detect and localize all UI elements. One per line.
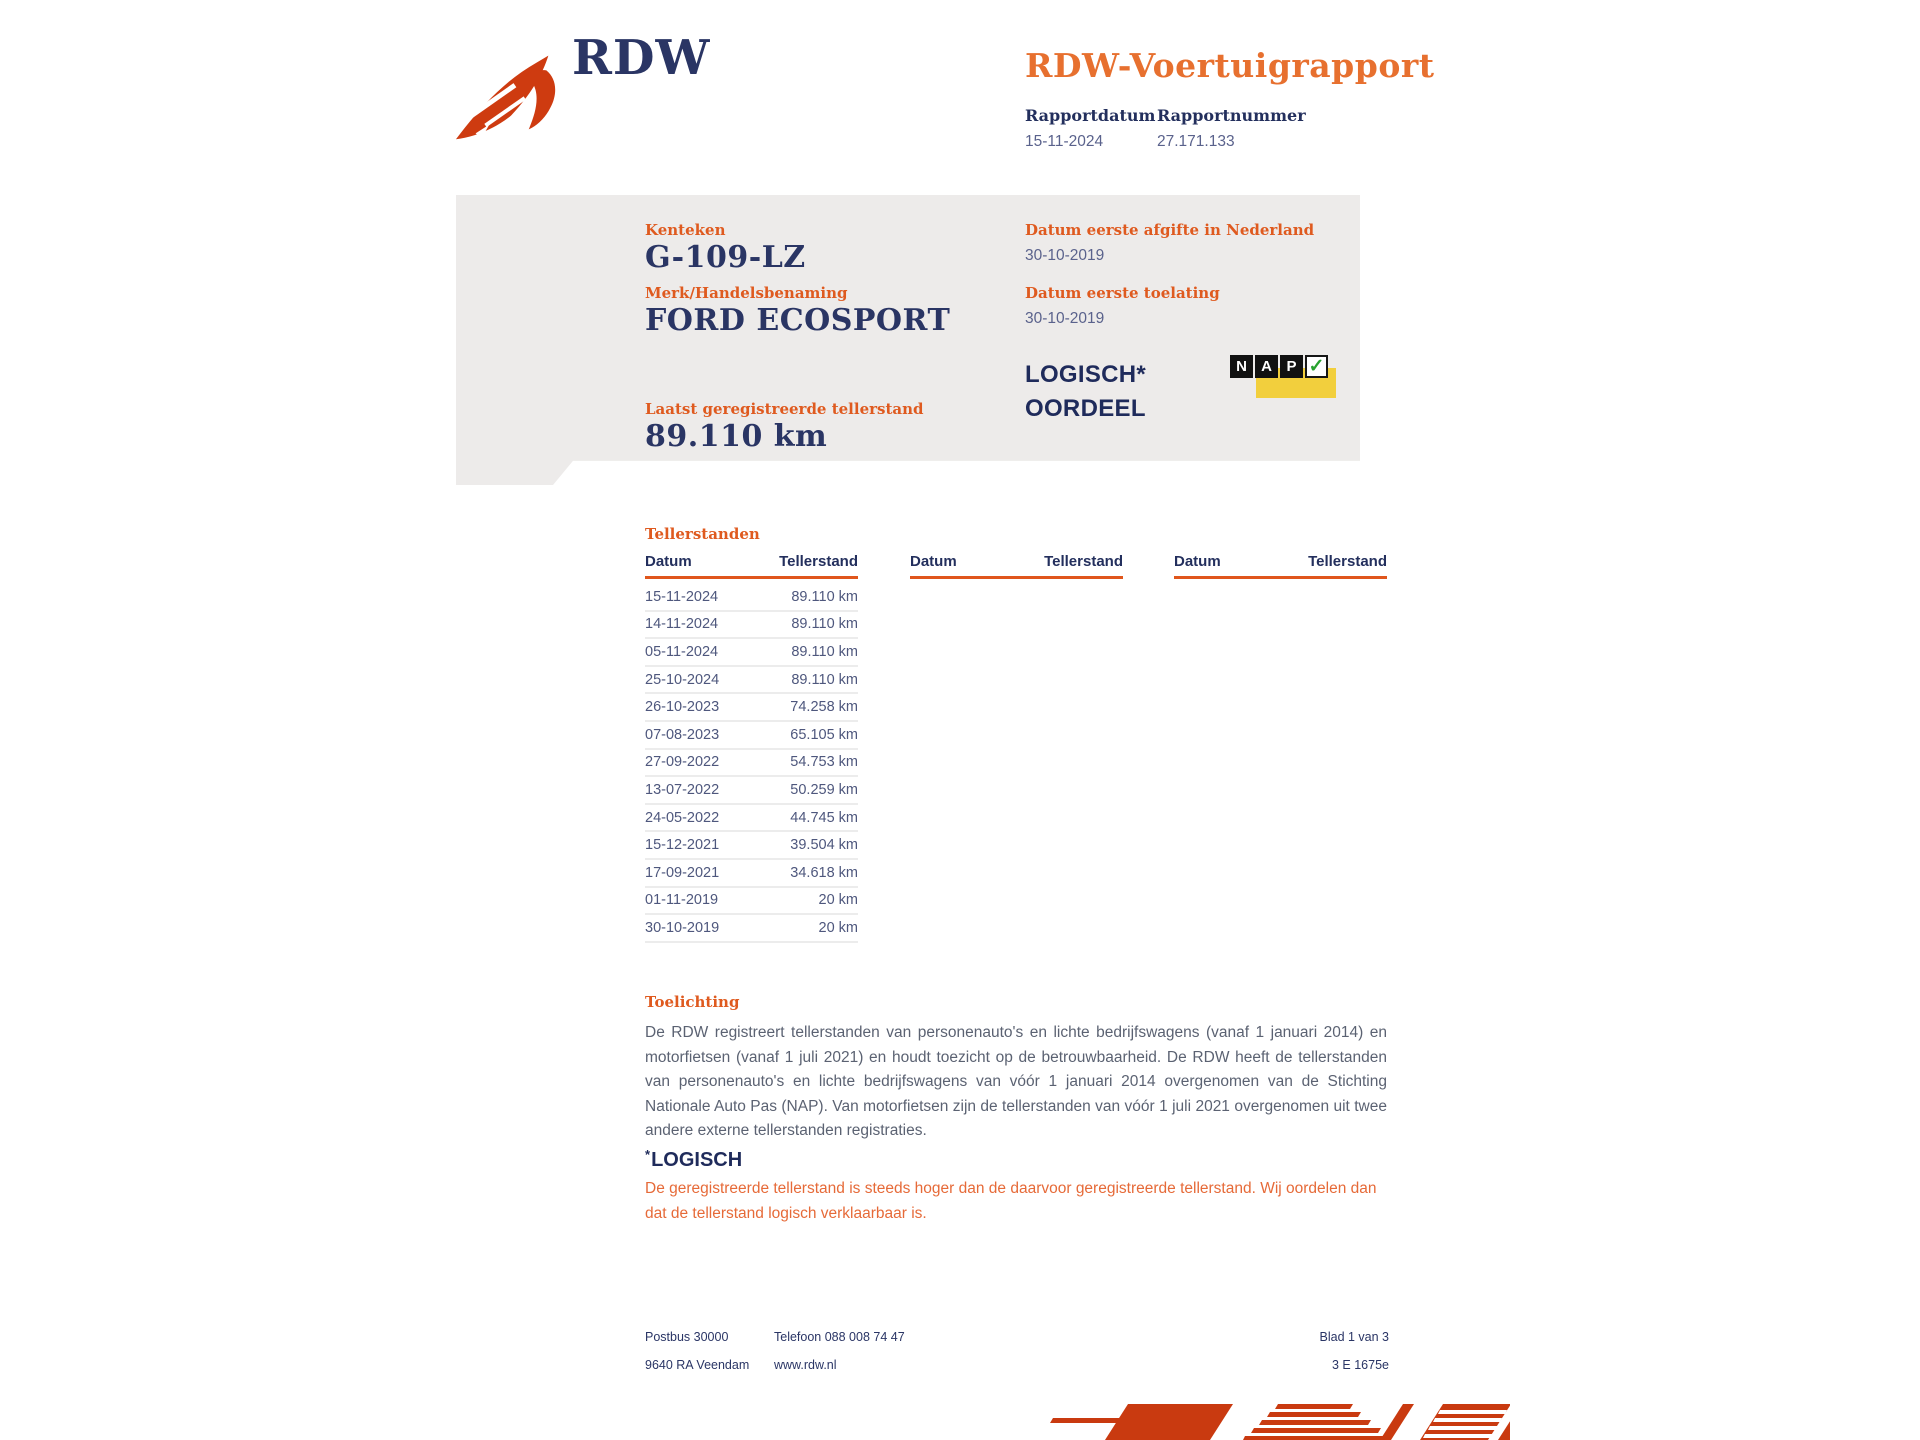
row-odometer: 54.753 km (790, 754, 858, 771)
merk-value: FORD ECOSPORT (645, 303, 951, 338)
col-header-datum: Datum (645, 553, 692, 570)
row-date: 25-10-2024 (645, 671, 720, 688)
oordeel-line2: OORDEEL (1025, 395, 1146, 422)
report-number-value: 27.171.133 (1157, 133, 1235, 150)
table-row (645, 722, 858, 750)
toelating-label: Datum eerste toelating (1025, 284, 1220, 302)
row-odometer: 65.105 km (790, 726, 858, 743)
logisch-title-text: LOGISCH (651, 1149, 743, 1171)
row-date: 27-09-2022 (645, 754, 720, 771)
table-row (645, 860, 858, 888)
toelichting-body: De RDW registreert tellerstanden van personenauto's en lichte bedrijfswagens (vanaf 1 januari 2014) en motorfietsen (vanaf 1 juli 2021) en houdt toezicht op de betrouwbaarheid. De RDW heeft de tellerstanden van personenauto's en lichte bedrijfswagens van vóór 1 januari 2014 overgenomen van de Stichting Nationale Auto Pas (NAP). Van motorfietsen zijn de tellerstanden van vóór 1 juli 2021 overgenomen uit twee andere externe tellerstanden registraties. (645, 1024, 1387, 1140)
table-row (645, 805, 858, 833)
row-odometer: 20 km (818, 892, 858, 909)
row-odometer: 89.110 km (791, 588, 858, 605)
nap-logo (1230, 353, 1340, 403)
table-row (645, 667, 858, 695)
footer-address-line2: 9640 RA Veendam (645, 1358, 750, 1372)
table-row (645, 888, 858, 916)
footer-address-line1: Postbus 30000 (645, 1330, 729, 1344)
table-header-group-1 (645, 553, 858, 579)
row-odometer: 89.110 km (791, 643, 858, 660)
afgifte-value: 30-10-2019 (1025, 247, 1105, 264)
oordeel-line1: LOGISCH* (1025, 361, 1147, 388)
row-odometer: 89.110 km (791, 616, 858, 633)
row-date: 30-10-2019 (645, 919, 720, 936)
row-odometer: 34.618 km (790, 864, 858, 881)
table-row (645, 777, 858, 805)
logisch-asterisk: * (645, 1147, 651, 1162)
nap-letter-a: A (1255, 355, 1278, 378)
page-title: RDW-Voertuigrapport (1025, 46, 1435, 85)
table-row (645, 915, 858, 943)
footer-phone: Telefoon 088 008 74 47 (774, 1330, 905, 1344)
rdw-wing-logo (452, 48, 570, 144)
row-odometer: 44.745 km (790, 809, 858, 826)
footer-page-indicator: Blad 1 van 3 (1319, 1330, 1389, 1344)
nap-check-icon: ✓ (1305, 355, 1328, 378)
kenteken-value: G-109-LZ (645, 240, 806, 275)
row-date: 15-11-2024 (645, 588, 719, 605)
meter-readings-table (645, 584, 858, 943)
report-number-label: Rapportnummer (1157, 106, 1306, 125)
col-header-datum: Datum (1174, 553, 1221, 570)
col-header-tellerstand: Tellerstand (1308, 553, 1387, 570)
row-odometer: 20 km (818, 919, 858, 936)
report-date-label: Rapportdatum (1025, 106, 1156, 125)
tellerstand-value: 89.110 km (645, 419, 828, 454)
col-header-tellerstand: Tellerstand (779, 553, 858, 570)
nap-letter-p: P (1280, 355, 1303, 378)
oordeel-verdict (1025, 358, 1146, 426)
report-date-value: 15-11-2024 (1025, 133, 1104, 150)
toelichting-title: Toelichting (645, 993, 740, 1011)
row-date: 26-10-2023 (645, 699, 720, 716)
footer-website: www.rdw.nl (774, 1358, 837, 1372)
logisch-explanation: De geregistreerde tellerstand is steeds hoger dan de daarvoor geregistreerde tellerstand. Wij oordelen dan dat de tellerstand logisch verklaarbaar is. (645, 1180, 1377, 1222)
toelating-value: 30-10-2019 (1025, 310, 1105, 327)
row-odometer: 89.110 km (791, 671, 858, 688)
logisch-heading (645, 1147, 742, 1172)
table-row (645, 612, 858, 640)
col-header-datum: Datum (910, 553, 957, 570)
tellerstanden-section-title: Tellerstanden (645, 525, 760, 543)
row-date: 15-12-2021 (645, 837, 720, 854)
col-header-tellerstand: Tellerstand (1044, 553, 1123, 570)
footer-form-code: 3 E 1675e (1332, 1358, 1389, 1372)
row-odometer: 39.504 km (790, 837, 858, 854)
kenteken-label: Kenteken (645, 221, 726, 239)
row-date: 17-09-2021 (645, 864, 720, 881)
speed-stripes-graphic (1050, 1402, 1510, 1440)
tellerstand-label: Laatst geregistreerde tellerstand (645, 400, 924, 418)
table-header-group-3 (1174, 553, 1387, 579)
table-row (645, 694, 858, 722)
row-date: 07-08-2023 (645, 726, 720, 743)
rdw-logotype: RDW (572, 30, 711, 86)
table-row (645, 832, 858, 860)
nap-letter-n: N (1230, 355, 1253, 378)
afgifte-label: Datum eerste afgifte in Nederland (1025, 221, 1315, 239)
table-row (645, 639, 858, 667)
row-odometer: 50.259 km (790, 781, 858, 798)
table-row (645, 584, 858, 612)
row-date: 24-05-2022 (645, 809, 720, 826)
row-odometer: 74.258 km (790, 699, 858, 716)
row-date: 14-11-2024 (645, 616, 719, 633)
table-header-group-2 (910, 553, 1123, 579)
table-row (645, 750, 858, 778)
row-date: 05-11-2024 (645, 643, 719, 660)
merk-label: Merk/Handelsbenaming (645, 284, 848, 302)
row-date: 13-07-2022 (645, 781, 720, 798)
row-date: 01-11-2019 (645, 892, 719, 909)
